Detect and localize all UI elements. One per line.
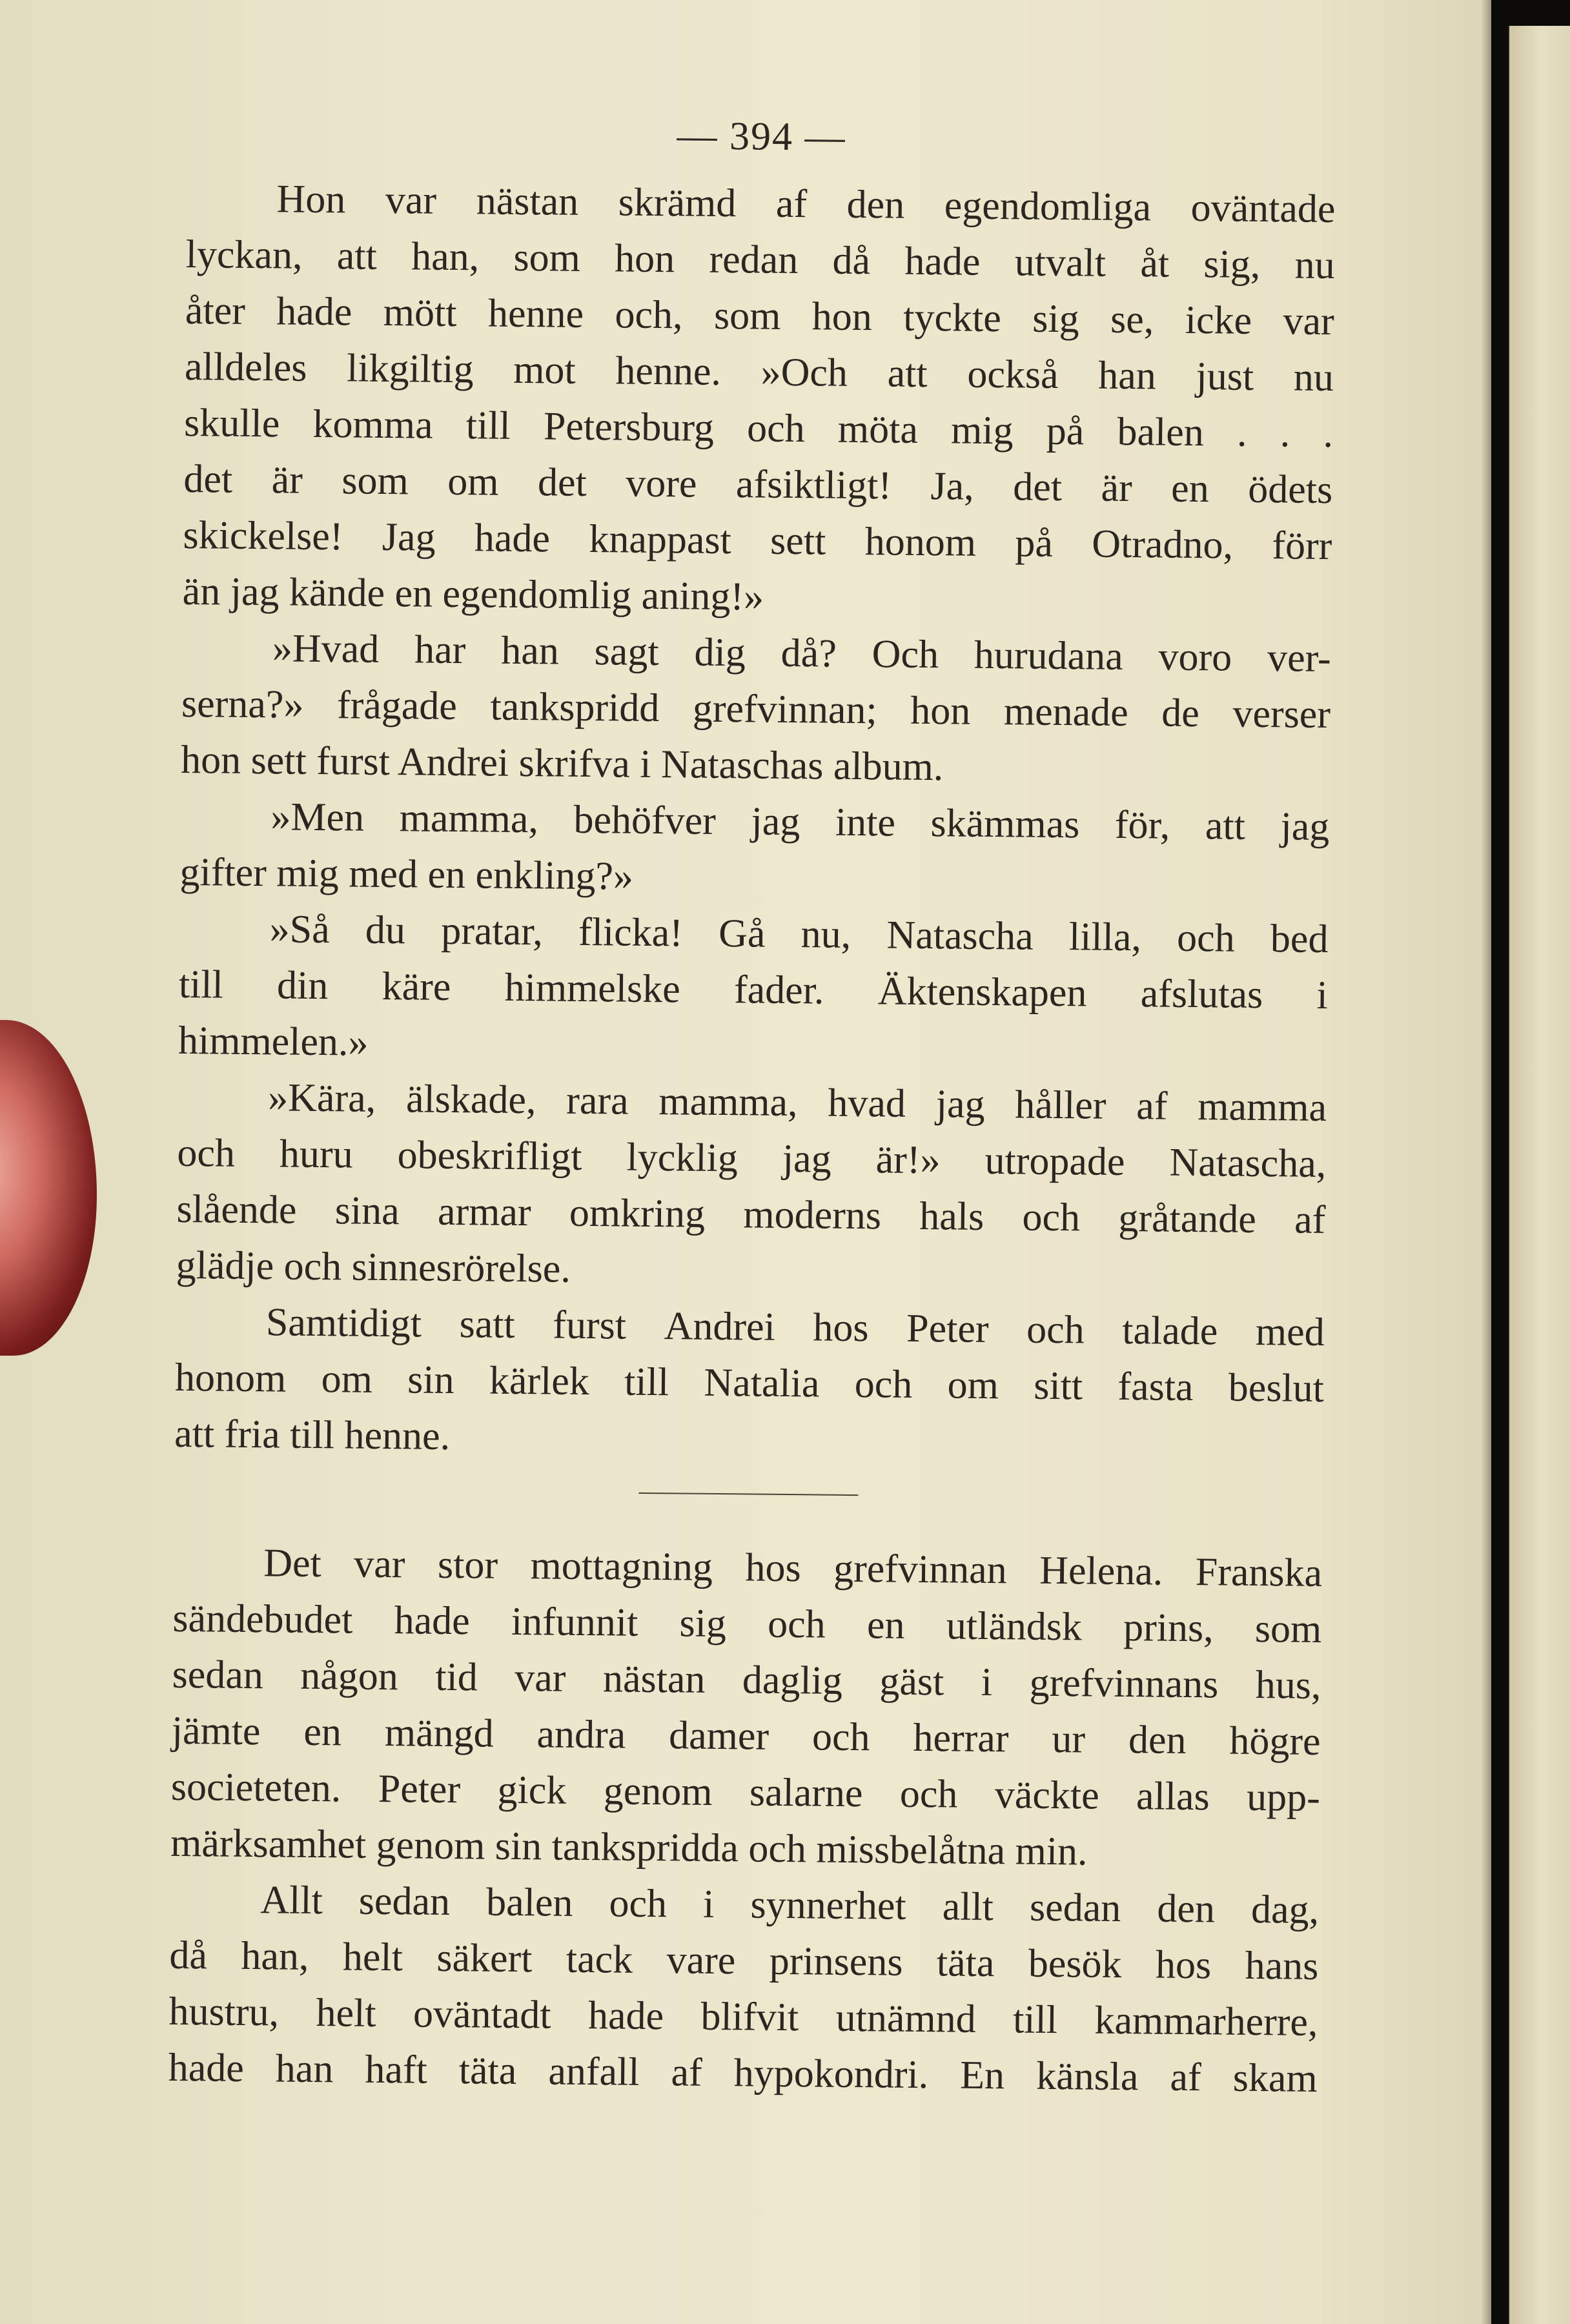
word: och: [1022, 1195, 1081, 1240]
word: han,: [411, 234, 480, 280]
word: och: [767, 1602, 826, 1647]
word: utvalt: [1014, 240, 1106, 285]
word: sina: [334, 1188, 400, 1234]
word: en: [866, 1603, 905, 1647]
word: du: [365, 908, 406, 953]
word: kammarherre,: [1094, 1998, 1318, 2044]
word: En: [959, 2053, 1005, 2098]
word: hustru,: [168, 1989, 280, 2035]
text-line: [178, 1069, 1327, 1136]
word: hon: [910, 688, 971, 733]
word: henne.: [615, 349, 722, 394]
word: den: [1157, 1886, 1216, 1932]
text-line: gifter mig med en enkling?»: [179, 850, 634, 899]
word: i: [702, 1882, 715, 1926]
text-line: [172, 1591, 1322, 1658]
word: balen: [485, 1880, 573, 1925]
word: och: [899, 1771, 958, 1817]
word: han: [1098, 353, 1157, 398]
word: synnerhet: [750, 1882, 906, 1928]
word: slående: [176, 1187, 297, 1232]
text-line: [178, 957, 1328, 1024]
word: upp-: [1246, 1775, 1321, 1820]
word: afslutas: [1140, 972, 1263, 1017]
word: likgiltig: [346, 346, 474, 392]
word: icke: [1185, 298, 1252, 343]
word: om: [947, 1363, 999, 1408]
word: af: [671, 2050, 703, 2095]
word: till: [624, 1360, 669, 1405]
word: mig: [950, 408, 1014, 453]
word: mött: [383, 290, 457, 336]
word: det: [537, 460, 587, 505]
word: nu: [1293, 355, 1334, 400]
text-line: [185, 339, 1334, 406]
word: till: [1012, 1997, 1058, 2043]
text-line: [181, 620, 1331, 687]
word: flicka!: [578, 910, 684, 955]
word: vare: [666, 1938, 736, 1983]
word: och: [609, 1881, 668, 1926]
word: Ja,: [930, 464, 975, 509]
word: din: [276, 963, 329, 1008]
word: känsla: [1035, 2054, 1139, 2099]
word: »Kära,: [267, 1075, 376, 1121]
word: se,: [1110, 297, 1154, 342]
word: förr: [1272, 524, 1332, 569]
word: sig: [1032, 296, 1080, 341]
word: .: [1279, 411, 1290, 456]
text-line: [180, 788, 1330, 855]
word: hade: [168, 2045, 245, 2090]
paragraph-5: [176, 1069, 1327, 1305]
word: med: [1255, 1309, 1325, 1354]
word: balen: [1117, 409, 1205, 455]
text-line: [184, 395, 1334, 462]
word: herrar: [913, 1715, 1009, 1761]
word: Jag: [382, 515, 436, 560]
text-line: än jag kände en egendomlig aning!»: [182, 569, 764, 619]
word: om: [321, 1357, 373, 1402]
word: af: [1294, 1198, 1326, 1243]
word: att: [887, 351, 928, 396]
paragraph-3: [179, 788, 1330, 912]
word: jag: [782, 1136, 831, 1181]
word: mängd: [384, 1711, 494, 1756]
text-line: [171, 1759, 1321, 1826]
word: fasta: [1117, 1364, 1194, 1410]
word: sitt: [1033, 1363, 1083, 1409]
word: lycklig: [626, 1135, 739, 1181]
word: gäst: [879, 1659, 944, 1704]
word: hon: [811, 294, 873, 340]
word: Hon: [276, 177, 346, 222]
word: var: [1283, 299, 1335, 344]
word: Andrei: [664, 1304, 776, 1349]
paragraph-1: [182, 170, 1336, 631]
word: utländsk: [946, 1604, 1083, 1649]
word: helt: [342, 1935, 403, 1980]
text-line: [169, 1928, 1319, 1995]
word: blifvit: [700, 1994, 799, 2040]
word: är: [1101, 465, 1133, 511]
word: täta: [936, 1941, 995, 1986]
word: Gå: [718, 911, 766, 956]
word: han: [275, 2046, 334, 2092]
word: daglig: [742, 1658, 843, 1703]
word: käre: [382, 964, 451, 1009]
word: allt: [942, 1884, 994, 1930]
word: åter: [185, 288, 246, 333]
word: åt: [1140, 241, 1170, 286]
word: mot: [513, 347, 576, 392]
word: om: [447, 459, 499, 504]
word: och: [1026, 1307, 1085, 1352]
text-line: [177, 1125, 1327, 1192]
word: menade: [1003, 689, 1129, 735]
word: besök: [1028, 1941, 1122, 1987]
word: armar: [437, 1189, 531, 1235]
word: jag: [751, 799, 800, 844]
word: lilla,: [1068, 915, 1142, 960]
word: talade: [1122, 1308, 1218, 1354]
word: Natalia: [704, 1360, 820, 1406]
word: lyckan,: [185, 232, 303, 278]
word: han,: [241, 1933, 309, 1979]
word: dag,: [1250, 1887, 1320, 1932]
word: societeten.: [170, 1764, 342, 1811]
word: henne: [487, 291, 584, 336]
text-line: [168, 1984, 1318, 2051]
word: beslut: [1228, 1365, 1325, 1411]
text-line: [173, 1534, 1323, 1602]
word: hypokondri.: [733, 2051, 929, 2097]
word: af: [1170, 2055, 1202, 2100]
word: hus,: [1255, 1662, 1321, 1707]
word: prins,: [1123, 1605, 1214, 1651]
word: och: [811, 1715, 870, 1760]
text-line: [175, 1294, 1325, 1361]
text-line: [168, 2040, 1318, 2107]
word: moderns: [743, 1192, 882, 1238]
paragraph-4: [178, 901, 1329, 1080]
text-line: [171, 1703, 1321, 1770]
word: ödets: [1247, 467, 1333, 513]
word: grefvinnan: [833, 1546, 1008, 1593]
word: väckte: [994, 1773, 1100, 1818]
word: sedan: [1029, 1885, 1121, 1931]
word: till: [465, 403, 511, 448]
word: vore: [625, 461, 697, 506]
word: komma: [312, 402, 433, 447]
word: mamma: [1197, 1085, 1327, 1130]
word: tack: [566, 1937, 633, 1982]
word: som: [342, 458, 409, 504]
word: »Men: [270, 795, 365, 840]
word: andra: [536, 1712, 626, 1757]
word: af: [775, 181, 808, 227]
page-text: [168, 103, 1336, 2107]
text-line: [185, 227, 1335, 294]
word: verser: [1232, 691, 1331, 737]
word: skämmas: [930, 801, 1080, 847]
word: omkring: [569, 1190, 706, 1236]
word: då?: [780, 631, 837, 676]
text-line: märksamhet genom sin tankspridda och missbelåtna min.: [170, 1820, 1088, 1874]
word: skrämd: [618, 180, 737, 226]
word: tankspridd: [490, 684, 660, 731]
word: de: [1161, 691, 1200, 736]
word: Samtidigt: [265, 1300, 422, 1346]
word: frågade: [336, 683, 458, 729]
word: det: [183, 456, 233, 502]
word: bed: [1270, 917, 1329, 962]
word: hurudana: [974, 633, 1123, 678]
word: fader.: [733, 968, 824, 1013]
word: tid: [435, 1655, 478, 1700]
word: sig: [679, 1601, 727, 1646]
word: utropade: [984, 1138, 1125, 1185]
word: Petersburg: [543, 404, 715, 450]
word: oväntade: [1190, 185, 1336, 232]
word: Och: [872, 632, 939, 677]
word: voro: [1158, 635, 1232, 680]
word: anfall: [548, 2049, 640, 2094]
word: prinsens: [769, 1939, 903, 1984]
word: hade: [276, 289, 352, 334]
word: af: [1136, 1084, 1168, 1128]
word: rara: [566, 1078, 629, 1123]
word: mottagning: [530, 1544, 713, 1589]
word: serna?»: [181, 681, 304, 727]
text-line: [179, 901, 1329, 968]
text-line: [186, 170, 1336, 238]
word: var: [385, 178, 437, 223]
word: Peter: [906, 1306, 989, 1352]
word: i: [1316, 973, 1329, 1018]
word: grefvinnan;: [692, 686, 878, 733]
word: och,: [615, 292, 683, 338]
word: högre: [1229, 1718, 1321, 1764]
word: hade: [904, 239, 981, 284]
word: Franska: [1195, 1550, 1323, 1595]
text-line: [185, 283, 1334, 350]
word: .: [1323, 411, 1334, 456]
word: infunnit: [511, 1599, 638, 1645]
word: ver-: [1267, 636, 1332, 681]
word: den: [846, 182, 905, 227]
word: nästan: [476, 179, 579, 224]
word: då: [832, 238, 871, 283]
word: honom: [864, 520, 977, 565]
word: en: [1170, 466, 1210, 511]
word: och: [854, 1362, 913, 1407]
word: att: [336, 234, 378, 278]
word: sagt: [594, 629, 659, 675]
word: himmelske: [504, 965, 681, 1012]
word: jämte: [171, 1708, 261, 1754]
word: och: [746, 406, 806, 451]
word: hade: [474, 516, 551, 561]
word: grefvinnans: [1029, 1660, 1219, 1707]
word: hon: [614, 236, 675, 281]
word: dig: [694, 630, 746, 675]
word: möta: [837, 407, 919, 452]
paragraph-2: [181, 620, 1331, 799]
word: Natascha,: [1169, 1140, 1327, 1187]
word: haft: [365, 2047, 428, 2092]
word: nu,: [800, 912, 851, 957]
word: tyckte: [903, 295, 1002, 341]
word: ur: [1052, 1717, 1086, 1762]
word: är!»: [875, 1137, 941, 1183]
word: allas: [1136, 1774, 1210, 1819]
word: pratar,: [440, 908, 544, 954]
word: för,: [1114, 802, 1170, 848]
text-line: [172, 1647, 1321, 1714]
word: jag: [1280, 804, 1330, 850]
word: och: [177, 1130, 236, 1176]
word: damer: [668, 1713, 770, 1758]
text-line: hon sett furst Andrei skrifva i Nataschas album.: [180, 737, 944, 790]
word: kärlek: [489, 1358, 590, 1404]
word: mamma,: [658, 1079, 798, 1125]
paragraph-8: [168, 1871, 1319, 2107]
word: sin: [407, 1358, 454, 1403]
word: oväntadt: [413, 1992, 551, 2037]
next-page-edge: [1508, 26, 1570, 2324]
word: som: [513, 235, 581, 280]
word: som: [1254, 1606, 1322, 1651]
word: Peter: [378, 1766, 461, 1812]
word: Natascha: [886, 913, 1034, 959]
word: täta: [458, 2048, 517, 2094]
word: inte: [835, 800, 896, 845]
word: som: [713, 293, 781, 338]
word: egendomliga: [944, 183, 1152, 230]
word: honom: [174, 1355, 287, 1401]
word: gråtande: [1118, 1196, 1257, 1241]
word: satt: [459, 1302, 516, 1347]
word: säkert: [436, 1935, 533, 1981]
text-line: att fria till henne.: [174, 1411, 451, 1459]
word: också: [967, 352, 1059, 397]
word: obeskrifligt: [397, 1133, 582, 1179]
text-line: [176, 1181, 1326, 1249]
word: då: [169, 1933, 208, 1978]
word: Äktenskapen: [877, 969, 1087, 1015]
word: är: [271, 458, 303, 502]
word: helt: [316, 1991, 376, 2035]
word: på: [1046, 409, 1085, 454]
word: hans: [1245, 1943, 1319, 1988]
text-line: [181, 676, 1331, 743]
word: hvad: [828, 1081, 906, 1126]
text-line: glädje och sinnesrörelse.: [176, 1243, 571, 1291]
word: nu: [1294, 243, 1335, 288]
section-divider: [638, 1493, 858, 1496]
page-number: — 394 —: [677, 114, 846, 159]
word: behöfver: [573, 797, 717, 843]
text-line: [170, 1871, 1320, 1939]
word: hals: [919, 1194, 984, 1239]
word: »Så: [269, 907, 331, 952]
word: huru: [279, 1132, 353, 1177]
word: och: [1176, 915, 1236, 961]
word: utnämnd: [835, 1995, 976, 2041]
word: knappast: [589, 517, 732, 563]
word: på: [1015, 521, 1054, 566]
word: var: [515, 1655, 566, 1700]
word: hos: [1155, 1942, 1212, 1988]
word: Otradno,: [1092, 522, 1234, 567]
word: till: [178, 962, 224, 1007]
word: redan: [709, 237, 799, 283]
word: den: [1128, 1718, 1187, 1762]
word: mamma,: [399, 796, 539, 842]
word: hade: [587, 1993, 664, 2039]
word: skulle: [183, 400, 280, 446]
word: stor: [437, 1542, 498, 1587]
word: jag: [935, 1082, 985, 1126]
word: furst: [553, 1303, 627, 1348]
word: håller: [1015, 1083, 1106, 1128]
word: sändebudet: [172, 1596, 353, 1642]
word: sig,: [1203, 242, 1261, 287]
word: sett: [770, 518, 826, 564]
paragraph-6: [174, 1294, 1325, 1473]
word: alldeles: [184, 344, 307, 390]
text-line: [183, 507, 1332, 575]
word: hos: [813, 1305, 869, 1351]
word: skam: [1232, 2055, 1318, 2101]
word: »Och: [760, 350, 848, 395]
word: hos: [745, 1545, 801, 1591]
word: genom: [603, 1769, 713, 1814]
word: nästan: [602, 1656, 706, 1702]
word: skickelse!: [183, 513, 343, 559]
word: älskade,: [405, 1077, 536, 1123]
text-line: [175, 1350, 1325, 1417]
word: sedan: [172, 1652, 264, 1698]
paragraph-7: [170, 1534, 1323, 1882]
word: gick: [497, 1768, 567, 1813]
word: en: [303, 1709, 342, 1755]
word: sedan: [358, 1879, 451, 1924]
text-line: [183, 451, 1333, 518]
word: afsiktligt!: [735, 462, 892, 508]
word: han: [500, 628, 560, 673]
word: Allt: [260, 1878, 323, 1923]
word: någon: [300, 1653, 399, 1699]
word: .: [1236, 411, 1247, 455]
word: var: [354, 1542, 405, 1587]
word: salarne: [749, 1770, 863, 1816]
word: Det: [263, 1541, 322, 1586]
word: »Hvad: [272, 626, 380, 671]
word: hade: [394, 1598, 471, 1644]
word: det: [1012, 465, 1063, 510]
word: att: [1205, 804, 1246, 848]
text-line: himmelen.»: [178, 1018, 369, 1065]
word: i: [981, 1660, 993, 1705]
word: just: [1196, 354, 1254, 399]
word: har: [414, 627, 466, 673]
word: Helena.: [1039, 1548, 1163, 1594]
